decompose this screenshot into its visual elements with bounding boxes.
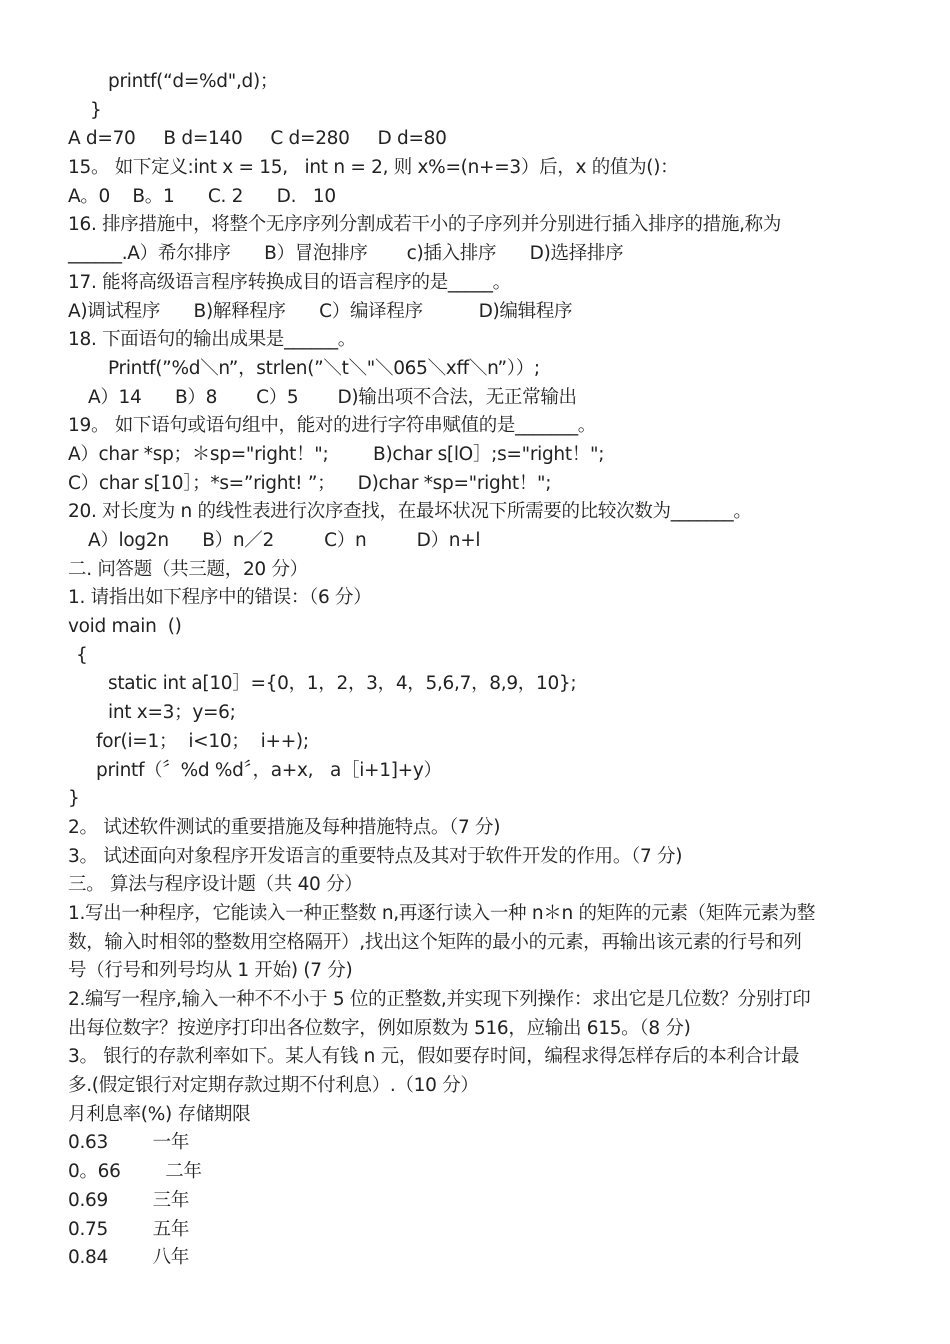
text-line: 二. 问答题（共三题，20 分） (68, 558, 308, 580)
document-page (0, 68, 950, 1273)
text-line: C）char s[10］；*s=”right! ”； D)char *sp="right！"; (68, 472, 552, 494)
text-line: printf（〞%d %d〞，a+x, a［i+1]+y） (96, 759, 442, 781)
text-line: 0.84 八年 (68, 1247, 190, 1269)
text-line: A）14 B）8 C）5 D)输出项不合法，无正常输出 (88, 386, 577, 408)
text-line: 1. 请指出如下程序中的错误：（6 分） (68, 587, 372, 609)
text-line: 多.(假定银行对定期存款过期不付利息）.（10 分） (68, 1075, 479, 1097)
text-line: 号（行号和列号均从 1 开始) (7 分) (68, 960, 353, 982)
text-line: 0.69 三年 (68, 1189, 190, 1211)
text-line: 19。 如下语句或语句组中，能对的进行字符串赋值的是_______。 (68, 415, 596, 437)
text-line: A）log2n B）n／2 C）n D）n+l (88, 530, 481, 551)
text-line: 出每位数字？按逆序打印出各位数字，例如原数为 516，应输出 615。（8 分) (68, 1017, 691, 1039)
text-line: int x=3；y=6; (108, 702, 236, 724)
text-line: 0.75 五年 (68, 1218, 190, 1240)
text-line: 20. 对长度为 n 的线性表进行次序查找，在最坏状况下所需要的比较次数为_______。 (68, 501, 752, 523)
text-line: 2。 试述软件测试的重要措施及每种措施特点。（7 分) (68, 816, 501, 838)
text-line: A d=70 B d=140 C d=280 D d=80 (68, 128, 447, 150)
text-line: 数，输入时相邻的整数用空格隔开）,找出这个矩阵的最小的元素，再输出该元素的行号和列 (68, 931, 802, 953)
text-line: 0.63 一年 (68, 1132, 190, 1154)
text-line: static int a[10］={0，1，2，3，4，5,6,7，8,9，10}; (108, 673, 577, 695)
text-line: void main () (68, 616, 182, 638)
text-line: 3。 银行的存款利率如下。某人有钱 n 元，假如要存时间，编程求得怎样存后的本利合计最 (68, 1046, 800, 1068)
text-line: 3。 试述面向对象程序开发语言的重要特点及其对于软件开发的作用。（7 分) (68, 845, 683, 867)
text-line: for(i=1； i<10； i++); (96, 730, 309, 752)
text-line: 2.编写一程序,输入一种不不小于 5 位的正整数,并实现下列操作：求出它是几位数？分别打印 (68, 989, 811, 1010)
text-line: 1.写出一种程序，它能读入一种正整数 n,再逐行读入一种 n＊n 的矩阵的元素（矩阵元素为整 (68, 902, 816, 924)
text-line: 15。 如下定义:int x = 15, int n = 2, 则 x%=(n+=3）后，x 的值为()： (68, 157, 679, 179)
text-line: } (90, 99, 102, 121)
text-line: ______.A）希尔排序 B）冒泡排序 c)插入排序 D)选择排序 (68, 243, 624, 265)
text-line: A）char *sp；＊sp="right！"; B)char s[lO］;s="right！"; (68, 443, 605, 465)
text-line: Printf(”%d＼n”，strlen(”＼t＼"＼065＼xff＼n”））; (108, 357, 540, 379)
text-line: 18. 下面语句的输出成果是______。 (68, 329, 357, 351)
text-line: A。0 B。1 C. 2 D. 10 (68, 185, 336, 207)
text-line: 0。66 二年 (68, 1161, 202, 1183)
text-line: printf(“d=%d",d)； (108, 71, 279, 92)
text-line: 17. 能将高级语言程序转换成目的语言程序的是_____。 (68, 271, 511, 293)
text-line: 三。 算法与程序设计题（共 40 分） (68, 874, 363, 896)
text-line: 16. 排序措施中，将整个无序序列分割成若干小的子序列并分别进行插入排序的措施,称为 (68, 214, 782, 236)
text-line: 月利息率(%) 存储期限 (68, 1103, 251, 1125)
text-line: A)调试程序 B)解释程序 C）编译程序 D)编辑程序 (68, 300, 573, 322)
text-line: } (68, 788, 80, 810)
text-line: { (76, 644, 88, 666)
